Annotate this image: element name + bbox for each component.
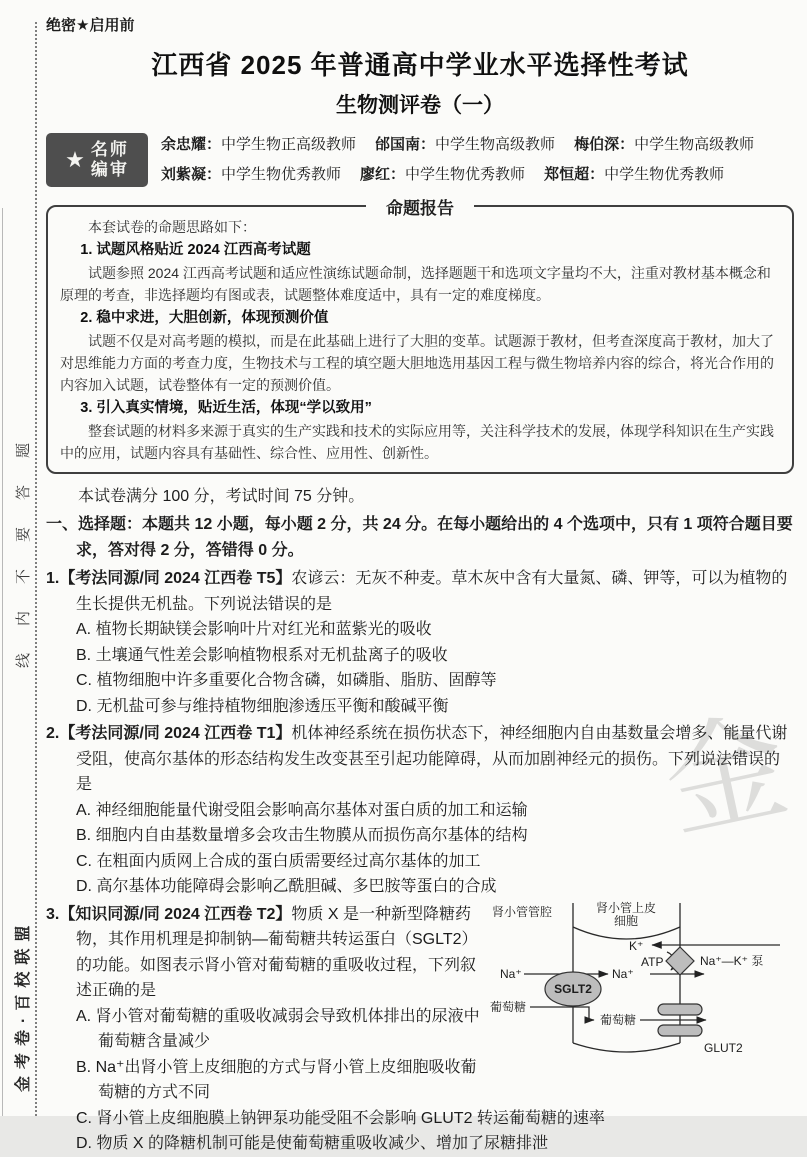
question-stem	[46, 566, 794, 617]
editor-entry	[161, 130, 356, 160]
editor-entry	[375, 130, 555, 160]
badge-line1: 名师	[90, 140, 129, 159]
watermark: 金	[653, 695, 800, 857]
na-k-pump-shape	[666, 947, 694, 975]
editor-entry	[161, 160, 341, 190]
question-stem-text: 物质 X 是一种新型降糖药物，其作用机理是抑制钠—葡萄糖共转运蛋白（SGLT2）的功能。如图表示肾小管对葡萄糖的重吸收过程，下列叙述正确的是	[76, 905, 478, 999]
option-a: A. 神经细胞能量代谢受阻会影响高尔基体对蛋白质的加工和运输	[76, 801, 528, 819]
question-stem	[46, 721, 794, 798]
lumen-label: 肾小管管腔	[492, 904, 553, 919]
atp-label: ATP	[641, 954, 664, 969]
na-out-label: Na⁺	[500, 966, 522, 981]
report-intro: 本套试卷的命题思路如下：	[88, 219, 256, 235]
binding-dotted-line	[35, 22, 37, 1116]
option-d: D. 物质 X 的降糖机制可能是使葡萄糖重吸收减少、增加了尿糖排泄	[76, 1135, 549, 1152]
cell-label-line2: 细胞	[613, 913, 639, 928]
editor-name: 余忠耀：	[161, 136, 222, 153]
report-point-head: 2. 稳中求进，大胆创新，体现预测价值	[80, 310, 329, 326]
na-in-label: Na⁺	[612, 966, 634, 981]
editor-title: 中学生物高级教师	[435, 136, 556, 153]
page-subtitle: 生物测评卷（一）	[336, 94, 504, 117]
editor-row-1	[161, 130, 754, 160]
editor-title: 中学生物优秀教师	[405, 166, 526, 183]
question-1	[46, 566, 794, 719]
binding-margin-text: 线内不要答题	[15, 415, 32, 668]
section-header: 一、选择题：本题共 12 小题，每小题 2 分，共 24 分。在每小题给出的 4 个选项中，只有 1 项符合题目要求，答对得 2 分，答错得 0 分。	[46, 516, 793, 559]
question-tag: 【考法同源/同 2024 江西卷 T1】	[59, 725, 292, 742]
cell-label-line1: 肾小管上皮	[595, 900, 657, 915]
option-d: D. 无机盐可参与维持植物细胞渗透压平衡和酸碱平衡	[76, 697, 449, 715]
report-point-head: 1. 试题风格贴近 2024 江西高考试题	[80, 242, 311, 258]
editor-entry	[574, 130, 754, 160]
editors-badge	[46, 133, 148, 187]
editor-title: 中学生物优秀教师	[221, 166, 342, 183]
option-b: B. 细胞内自由基数量增多会攻击生物膜从而损伤高尔基体的结构	[76, 827, 528, 844]
editor-title: 中学生物高级教师	[634, 136, 755, 153]
editor-row-2	[161, 160, 754, 190]
brand-margin-text: 金考卷·百校联盟	[15, 918, 32, 1092]
question-2	[46, 721, 794, 900]
security-label: 绝密★启用前	[46, 17, 135, 34]
page-edge-line	[2, 208, 3, 1116]
editor-name: 刘紫凝：	[161, 166, 222, 183]
editor-name: 梅伯深：	[574, 136, 635, 153]
glut2-shape-top	[658, 1004, 702, 1015]
option-a: A. 植物长期缺镁会影响叶片对红光和蓝紫光的吸收	[76, 621, 432, 638]
kidney-tubule-figure	[488, 898, 794, 1062]
report-box	[46, 199, 794, 474]
report-point-body: 试题参照 2024 江西高考试题和适应性演练试题命制，选择题题干和选项文字量均不大，注重对教材基本概念和原理的考查，非选择题均有图或表，试题整体难度适中，具有一定的难度梯度。	[60, 265, 771, 303]
glucose-out-label: 葡萄糖	[490, 999, 527, 1014]
question-stem-text: 机体神经系统在损伤状态下，神经细胞内自由基数量会增多、能量代谢受阻，使高尔基体的形态结构发生改变甚至引起功能障碍，从而加剧神经元的损伤。下列说法错误的是	[76, 725, 788, 793]
star-icon: ★	[65, 147, 85, 172]
report-point-head: 3. 引入真实情境，贴近生活，体现“学以致用”	[80, 400, 372, 416]
editor-entry	[544, 160, 724, 190]
report-title: 命题报告	[366, 194, 474, 219]
question-number: 2.	[46, 725, 60, 742]
option-c: C. 植物细胞中许多重要化合物含磷，如磷脂、脂肪、固醇等	[76, 672, 497, 689]
page-title: 江西省 2025 年普通高中学业水平选择性考试	[151, 50, 689, 80]
basal-junction-curve	[573, 1043, 680, 1052]
question-tag: 【考法同源/同 2024 江西卷 T5】	[59, 570, 292, 587]
report-point-body: 试题不仅是对高考题的模拟，而是在此基础上进行了大胆的变革。试题源于教材，但考查深度高于教材，加大了对思维能力方面的考查力度，生物技术与工程的填空题大胆地选用基因工程与微生物培养内容的综合，将光合作用的内容加入试题，试卷整体有一定的预测价值。	[60, 333, 774, 393]
editor-title: 中学生物正高级教师	[221, 136, 357, 153]
question-tag: 【知识同源/同 2024 江西卷 T2】	[59, 905, 292, 923]
sglt2-label: SGLT2	[554, 981, 592, 996]
option-c: C. 在粗面内质网上合成的蛋白质需要经过高尔基体的加工	[76, 852, 481, 870]
option-d: D. 高尔基体功能障碍会影响乙酰胆碱、多巴胺等蛋白的合成	[76, 878, 497, 895]
page-content	[46, 14, 794, 1157]
question-3	[46, 902, 794, 1157]
k-label: K⁺	[629, 938, 644, 953]
editor-entry	[360, 160, 525, 190]
badge-line2: 编审	[90, 160, 129, 179]
editor-name: 郑恒超：	[544, 166, 605, 183]
editor-name: 邰国南：	[375, 136, 436, 153]
exam-note: 本试卷满分 100 分，考试时间 75 分钟。	[78, 488, 365, 505]
option-b: B. Na⁺出肾小管上皮细胞的方式与肾小管上皮细胞吸收葡萄糖的方式不同	[76, 1058, 477, 1101]
glucose-in-label: 葡萄糖	[600, 1012, 637, 1027]
editor-name: 廖红：	[360, 166, 406, 183]
question-number: 1.	[46, 570, 60, 587]
editor-title: 中学生物优秀教师	[604, 166, 725, 183]
glut2-label: GLUT2	[704, 1040, 743, 1055]
badge-text	[91, 140, 129, 180]
editors-panel	[46, 130, 794, 190]
option-c: C. 肾小管上皮细胞膜上钠钾泵功能受阻不会影响 GLUT2 转运葡萄糖的速率	[76, 1109, 605, 1127]
pump-label: Na⁺—K⁺ 泵	[700, 953, 764, 968]
option-a: A. 肾小管对葡萄糖的重吸收减弱会导致机体排出的尿液中葡萄糖含量减少	[76, 1007, 480, 1050]
report-point-body: 整套试题的材料多来源于真实的生产实践和技术的实际应用等，关注科学技术的发展，体现学科知识在生产实践中的应用，试题内容具有基础性、综合性、应用性、创新性。	[60, 423, 774, 461]
apical-junction-curve	[573, 927, 680, 939]
question-stem-text: 农谚云：无灰不种麦。草木灰中含有大量氮、磷、钾等，可以为植物的生长提供无机盐。下列说法错误的是	[76, 570, 788, 613]
question-number: 3.	[46, 905, 60, 923]
editor-list	[161, 130, 754, 190]
glut2-shape-bottom	[658, 1025, 702, 1036]
option-b: B. 土壤通气性差会影响植物根系对无机盐离子的吸收	[76, 646, 448, 664]
glucose-entry-arrow	[530, 1007, 594, 1020]
